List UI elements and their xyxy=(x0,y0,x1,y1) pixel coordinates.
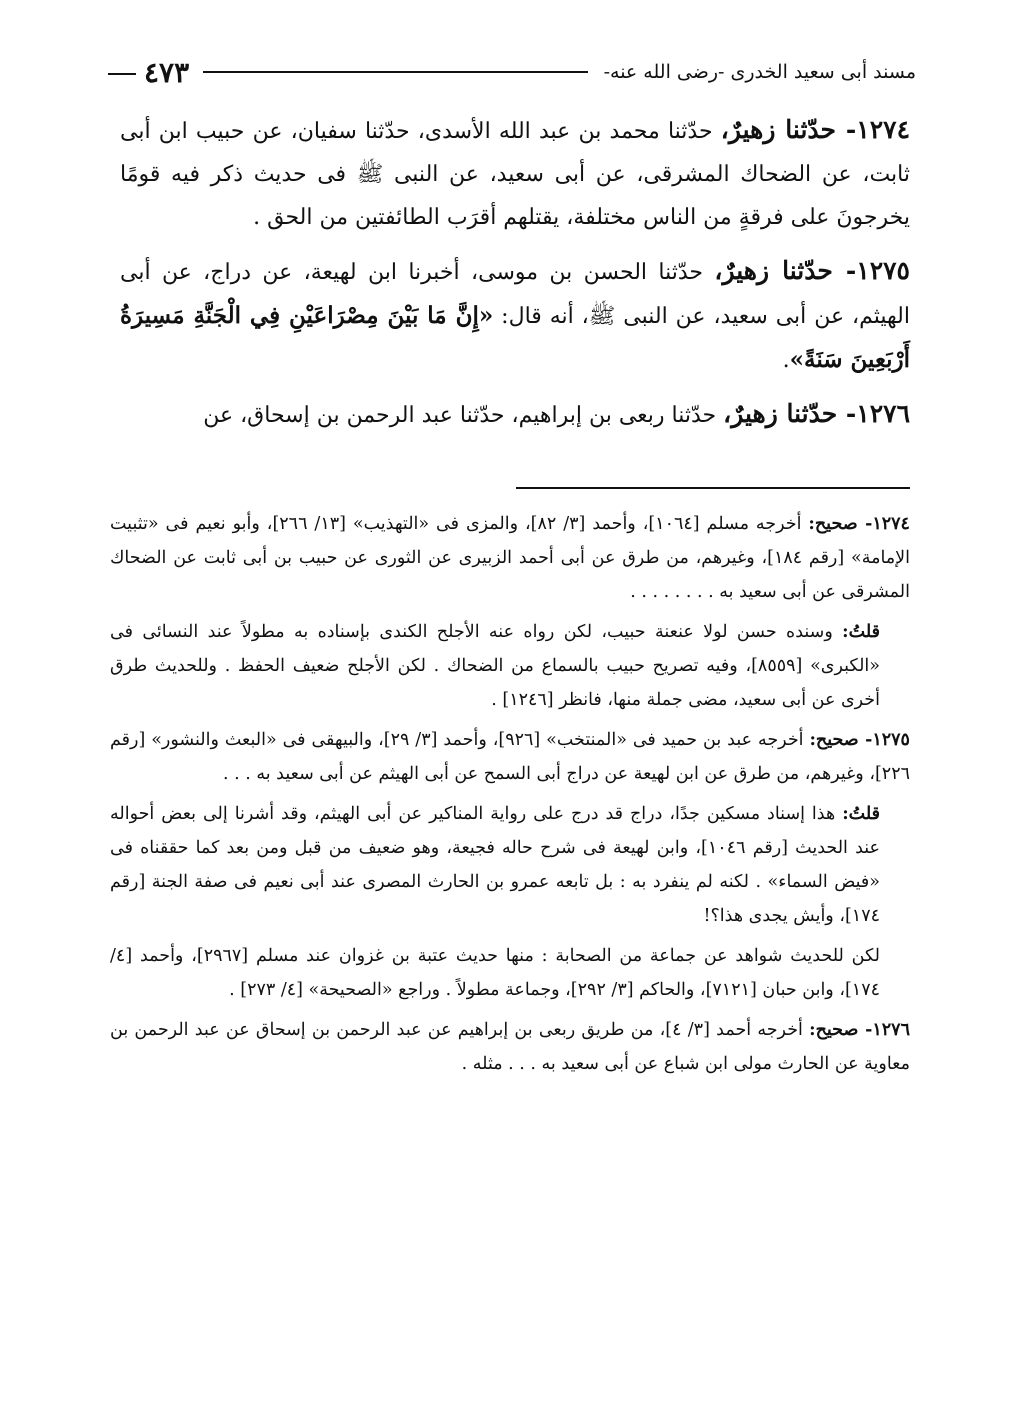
hadith-quote: «إِنَّ مَا بَيْنَ مِصْرَاعَيْنِ فِي الْجَنَّةِ مَسِيرَةُ أَرْبَعِينَ سَنَةً» xyxy=(120,302,910,373)
footnote-1274 xyxy=(110,507,910,609)
hadith-opening: حدّثنا زهيرٌ، xyxy=(714,256,833,285)
hadith-text: حدّثنا الحسن بن موسى، أخبرنا ابن لهيعة، عن دراج، عن أبى الهيثم، عن أبى سعيد، عن النبى ﷺ، أنه قال: xyxy=(120,260,910,329)
footnote-1274-comment xyxy=(110,615,910,717)
qult-label: قلتُ: xyxy=(842,622,880,642)
hadith-1274: ١٢٧٤- حدّثنا زهيرٌ، حدّثنا محمد بن عبد الله الأسدى، حدّثنا سفيان، عن حبيب ابن أبى ثابت، عن الضحاك المشرقى، عن أبى سعيد، عن النبى ﷺ فى حديث ذكر فيه قومًا يخرجونَ على فرقةٍ من الناس مختلفة، يقتلهم أقرَب الطائفتين من الحق . xyxy=(120,115,910,230)
footnote-label: ١٢٧٦- صحيح: xyxy=(809,1020,910,1040)
footnote-extra-text: لكن للحديث شواهد عن جماعة من الصحابة : منها حديث عتبة بن غزوان عند مسلم [٢٩٦٧]، وأحمد [٤/ ١٧٤]، وابن حبان [٧١٢١]، والحاكم [٣/ ٢٩٢]، وجماعة مطولاً . وراجع «الصحيحة» [٤/ ٢٧٣] . xyxy=(110,946,880,1000)
page-number: ٤٧٣ xyxy=(108,56,197,89)
footnote-label: ١٢٧٤- صحيح: xyxy=(808,514,910,534)
hadith-main-text xyxy=(120,108,910,447)
hadith-number: ١٢٧٤ xyxy=(856,115,910,144)
qult-label: قلتُ: xyxy=(842,804,880,824)
footnote-1275-comment xyxy=(110,797,910,933)
hadith-number: ١٢٧٥ xyxy=(856,256,910,285)
hadith-opening: حدّثنا زهيرٌ، xyxy=(720,115,836,144)
footnote-label: ١٢٧٥- صحيح: xyxy=(809,730,910,750)
footnote-separator xyxy=(516,487,910,489)
header-rule xyxy=(203,71,587,73)
footnote-text: أخرجه أحمد [٣/ ٤]، من طريق ربعى بن إبراهيم عن عبد الرحمن بن إسحاق عن عبد الرحمن بن معاوية عن الحارث مولى ابن شباع عن أبى سعيد به . . . مثله . xyxy=(110,1020,910,1074)
footnotes xyxy=(110,507,910,1087)
page-header xyxy=(108,52,916,92)
footnote-text: أخرجه مسلم [١٠٦٤]، وأحمد [٣/ ٨٢]، والمزى فى «التهذيب» [١٣/ ٢٦٦]، وأبو نعيم فى «تثبيت الإمامة» [رقم ١٨٤]، وغيرهم، من طرق عن أبى أحمد الزبيرى عن الثورى عن حبيب بن أبى ثابت عن الضحاك المشرقى عن أبى سعيد به . . . . . . . . xyxy=(110,514,910,602)
footnote-1275-extra xyxy=(110,939,910,1007)
hadith-opening: حدّثنا زهيرٌ، xyxy=(723,399,838,428)
qult-text: هذا إسناد مسكين جدًا، دراج قد درج على رواية المناكير عن أبى الهيثم، وقد أشرنا إلى بعض أحواله عند الحديث [رقم ١٠٤٦]، وابن لهيعة فى شرح حاله فجيعة، وهو ضعيف من قبل ومن بعد كما حققناه فى «فيض السماء» . لكنه لم ينفرد به : بل تابعه عمرو بن الحارث المصرى عند أبى نعيم فى صفة الجنة [رقم ١٧٤]، وأيش يجدى هذا؟! xyxy=(110,804,881,926)
hadith-1276: ١٢٧٦- حدّثنا زهيرٌ، حدّثنا ربعى بن إبراهيم، حدّثنا عبد الرحمن بن إسحاق، عن xyxy=(203,399,910,428)
hadith-text: حدّثنا ربعى بن إبراهيم، حدّثنا عبد الرحمن بن إسحاق، عن xyxy=(203,403,717,428)
hadith-end: . xyxy=(782,348,790,373)
running-title: مسند أبى سعيد الخدرى -رضى الله عنه- xyxy=(603,61,916,83)
footnote-1275 xyxy=(110,723,910,791)
footnote-text: أخرجه عبد بن حميد فى «المنتخب» [٩٢٦]، وأحمد [٣/ ٢٩]، والبيهقى فى «البعث والنشور» [رقم ٢٢٦]، وغيرهم، من طرق عن ابن لهيعة عن دراج أبى السمح عن أبى الهيثم عن أبى سعيد به . . . xyxy=(110,730,910,784)
hadith-1275: ١٢٧٥- حدّثنا زهيرٌ، حدّثنا الحسن بن موسى، أخبرنا ابن لهيعة، عن دراج، عن أبى الهيثم، عن أبى سعيد، عن النبى ﷺ، أنه قال: «إِنَّ مَا بَيْنَ مِصْرَاعَيْنِ فِي الْجَنَّةِ مَسِيرَةُ أَرْبَعِينَ سَنَةً». xyxy=(120,256,910,373)
qult-text: وسنده حسن لولا عنعنة حبيب، لكن رواه عنه الأجلح الكندى بإسناده به مطولاً عند النسائى فى «الكبرى» [٨٥٥٩]، وفيه تصريح حبيب بالسماع من الضحاك . لكن الأجلح ضعيف الحفظ . وللحديث طرق أخرى عن أبى سعيد، مضى جملة منها، فانظر [١٢٤٦] . xyxy=(110,622,880,710)
footnote-1276 xyxy=(110,1013,910,1081)
hadith-text: حدّثنا محمد بن عبد الله الأسدى، حدّثنا سفيان، عن حبيب ابن أبى ثابت، عن الضحاك المشرقى، عن أبى سعيد، عن النبى ﷺ فى حديث ذكر فيه قومًا يخرجونَ على فرقةٍ من الناس مختلفة، يقتلهم أقرَب الطائفتين من الحق . xyxy=(120,119,910,230)
hadith-number: ١٢٧٦ xyxy=(856,399,910,428)
